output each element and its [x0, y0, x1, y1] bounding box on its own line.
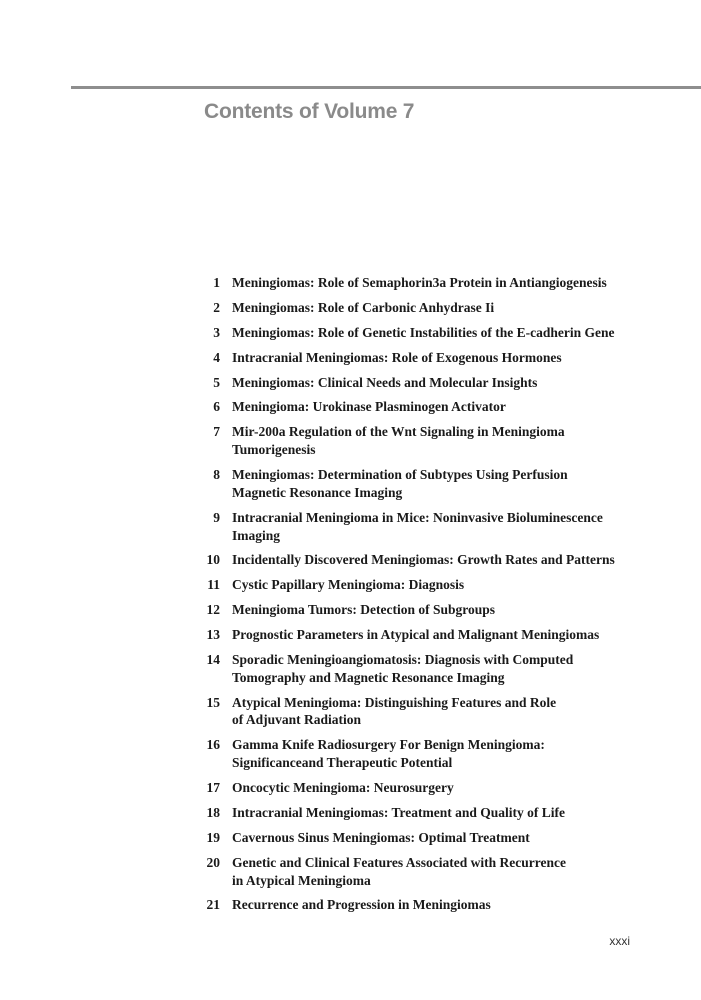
toc-entry-title-line: of Adjuvant Radiation — [232, 712, 362, 728]
toc-entry — [198, 829, 698, 847]
page-number: xxxi — [609, 934, 630, 948]
toc-entry-number: 18 — [206, 804, 220, 820]
toc-entry-title-line: Tumorigenesis — [232, 442, 316, 458]
toc-entry-title — [232, 829, 652, 847]
toc-entry — [198, 779, 698, 797]
toc-entry — [198, 374, 698, 392]
toc-entry-title — [232, 509, 652, 545]
toc-entry-number: 12 — [206, 602, 220, 618]
toc-entry-number: 16 — [206, 737, 220, 753]
toc-entry-title-line: Genetic and Clinical Features Associated with Recurrence — [232, 854, 566, 870]
toc-entry-title-line: Intracranial Meningioma in Mice: Noninvasive Bioluminescence — [232, 509, 603, 525]
toc-entry-title — [232, 324, 652, 342]
toc-entry-title-line: Sporadic Meningioangiomatosis: Diagnosis with Computed — [232, 651, 574, 667]
toc-entry-title — [232, 651, 652, 687]
toc-entry-title-line: Tomography and Magnetic Resonance Imaging — [232, 669, 505, 685]
table-of-contents — [198, 274, 698, 921]
toc-entry-title — [232, 694, 652, 730]
toc-entry — [198, 299, 698, 317]
toc-entry — [198, 466, 698, 502]
toc-entry-title-line: Prognostic Parameters in Atypical and Malignant Meningiomas — [232, 627, 600, 643]
toc-entry-number: 14 — [206, 651, 220, 667]
toc-entry-number: 13 — [206, 627, 220, 643]
toc-entry-title — [232, 626, 652, 644]
toc-entry-title — [232, 466, 652, 502]
toc-entry-title-line: Meningiomas: Role of Semaphorin3a Protein in Antiangiogenesis — [232, 275, 607, 290]
toc-entry — [198, 576, 698, 594]
toc-entry-number: 21 — [206, 897, 220, 913]
toc-entry-title-line: Imaging — [232, 527, 281, 543]
toc-entry — [198, 349, 698, 367]
toc-entry-title-line: Meningioma Tumors: Detection of Subgroups — [232, 602, 496, 618]
toc-entry-title — [232, 804, 652, 822]
toc-entry-title-line: Intracranial Meningiomas: Treatment and Quality of Life — [232, 804, 565, 820]
toc-entry-title-line: Atypical Meningioma: Distinguishing Features and Role — [232, 694, 557, 710]
toc-entry — [198, 324, 698, 342]
toc-entry-number: 19 — [206, 829, 220, 845]
toc-entry-title — [232, 896, 652, 914]
toc-entry-number: 20 — [206, 854, 220, 870]
toc-entry-title — [232, 779, 652, 797]
toc-entry — [198, 509, 698, 545]
toc-entry — [198, 601, 698, 619]
page-title: Contents of Volume 7 — [204, 100, 415, 123]
toc-entry-title-line: Cavernous Sinus Meningiomas: Optimal Treatment — [232, 829, 530, 845]
toc-entry — [198, 626, 698, 644]
toc-entry-number: 10 — [206, 552, 220, 568]
toc-entry-number: 2 — [213, 299, 220, 315]
toc-entry-title-line: Meningiomas: Clinical Needs and Molecular Insights — [232, 374, 538, 390]
toc-entry — [198, 274, 698, 292]
toc-entry-number: 1 — [213, 275, 220, 290]
toc-entry — [198, 736, 698, 772]
toc-entry-title — [232, 299, 652, 317]
toc-entry-title-line: Gamma Knife Radiosurgery For Benign Meningioma: — [232, 737, 545, 753]
toc-entry-number: 5 — [213, 374, 220, 390]
toc-entry — [198, 651, 698, 687]
toc-entry-title — [232, 854, 652, 890]
toc-entry-number: 11 — [207, 577, 220, 593]
toc-entry-title — [232, 576, 652, 594]
toc-entry-title-line: Mir-200a Regulation of the Wnt Signaling in Meningioma — [232, 424, 565, 440]
toc-entry-title-line: Cystic Papillary Meningioma: Diagnosis — [232, 577, 465, 593]
toc-entry — [198, 896, 698, 914]
toc-entry-title — [232, 736, 652, 772]
toc-entry-title-line: Intracranial Meningiomas: Role of Exogenous Hormones — [232, 349, 562, 365]
toc-entry-number: 6 — [213, 399, 220, 415]
toc-entry-title — [232, 601, 652, 619]
toc-entry — [198, 804, 698, 822]
toc-entry — [198, 398, 698, 416]
toc-entry — [198, 551, 698, 569]
toc-entry-title-line: Meningiomas: Role of Carbonic Anhydrase Ii — [232, 299, 495, 315]
toc-entry-title — [232, 374, 652, 392]
toc-entry — [198, 854, 698, 890]
toc-entry-number: 3 — [213, 324, 220, 340]
toc-entry-title-line: Incidentally Discovered Meningiomas: Growth Rates and Patterns — [232, 552, 615, 568]
toc-entry-number: 15 — [206, 694, 220, 710]
toc-entry-number: 17 — [206, 780, 220, 796]
toc-entry — [198, 694, 698, 730]
toc-entry-number: 7 — [213, 424, 220, 440]
toc-entry-title-line: Significanceand Therapeutic Potential — [232, 755, 453, 771]
toc-entry-title — [232, 551, 652, 569]
toc-entry-number: 4 — [213, 349, 220, 365]
toc-entry — [198, 423, 698, 459]
toc-entry-title — [232, 349, 652, 367]
toc-entry-number: 9 — [213, 509, 220, 525]
toc-entry-title — [232, 274, 652, 292]
toc-entry-title — [232, 423, 652, 459]
top-rule — [71, 86, 701, 89]
toc-entry-title-line: Magnetic Resonance Imaging — [232, 484, 403, 500]
toc-entry-number: 8 — [213, 467, 220, 483]
toc-entry-title-line: Recurrence and Progression in Meningiomas — [232, 897, 491, 913]
toc-entry-title-line: in Atypical Meningioma — [232, 872, 371, 888]
toc-entry-title — [232, 398, 652, 416]
toc-entry-title-line: Oncocytic Meningioma: Neurosurgery — [232, 780, 454, 796]
toc-entry-title-line: Meningiomas: Determination of Subtypes Using Perfusion — [232, 467, 568, 483]
toc-entry-title-line: Meningioma: Urokinase Plasminogen Activator — [232, 399, 506, 415]
toc-entry-title-line: Meningiomas: Role of Genetic Instabilities of the E-cadherin Gene — [232, 324, 615, 340]
